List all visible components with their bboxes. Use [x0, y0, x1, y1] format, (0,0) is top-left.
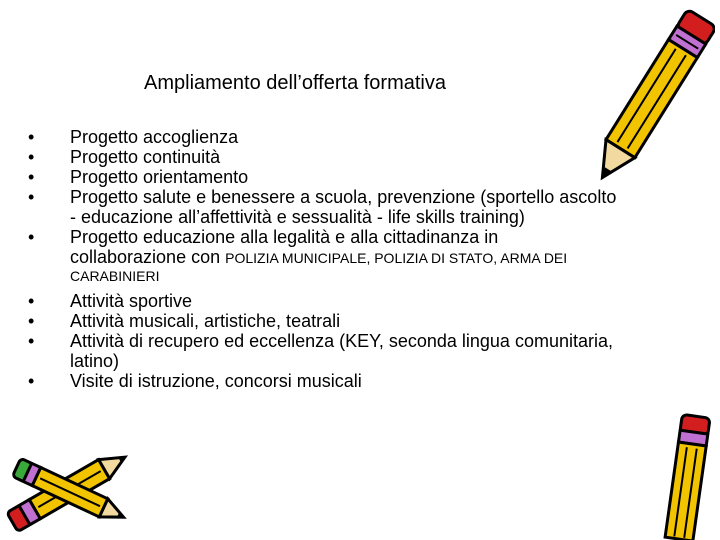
bullet-list	[28, 127, 688, 391]
list-item-text: Progetto accoglienza	[70, 127, 239, 147]
list-item-text: Progetto orientamento	[70, 167, 249, 187]
list-item-text-continued: latino)	[70, 351, 120, 371]
bullet-icon: •	[28, 147, 35, 167]
list-item	[28, 167, 688, 187]
list-item-text-main: collaborazione con	[70, 247, 226, 267]
bullet-icon: •	[28, 227, 35, 247]
list-item-text: Progetto educazione alla legalità e alla cittadinanza in	[70, 227, 499, 247]
list-item-text: Attività sportive	[70, 291, 193, 311]
bullet-icon: •	[28, 371, 35, 391]
list-item	[28, 291, 688, 311]
bullet-icon: •	[28, 127, 35, 147]
slide-title: Ampliamento dell’offerta formativa	[144, 72, 446, 94]
bullet-icon: •	[28, 291, 35, 311]
crossed-pencils-icon	[0, 430, 140, 540]
bullet-icon: •	[28, 167, 35, 187]
list-item-text: Progetto salute e benessere a scuola, prevenzione (sportello ascolto	[70, 187, 617, 207]
list-item	[28, 227, 688, 284]
list-item-text-continued: - educazione all’affettività e sessualità - life skills training)	[70, 207, 525, 227]
list-item-text: Visite di istruzione, concorsi musicali	[70, 371, 362, 391]
list-item	[28, 187, 688, 227]
bullet-icon: •	[28, 331, 35, 351]
list-item-text-continued	[70, 247, 688, 268]
list-item-text: Attività di recupero ed eccellenza (KEY, seconda lingua comunitaria,	[70, 331, 613, 351]
list-item	[28, 127, 688, 147]
bullet-icon: •	[28, 311, 35, 331]
list-item-text: Attività musicali, artistiche, teatrali	[70, 311, 341, 331]
pencil-icon	[660, 410, 720, 540]
list-item-text: Progetto continuità	[70, 147, 221, 167]
pencil-icon	[590, 0, 715, 200]
bullet-icon: •	[28, 187, 35, 207]
list-item	[28, 311, 688, 331]
list-item	[28, 147, 688, 167]
list-item	[28, 371, 688, 391]
list-item	[28, 331, 688, 371]
list-item-text-small: POLIZIA MUNICIPALE, POLIZIA DI STATO, ARMA DEI	[225, 250, 568, 266]
list-item-text-small-continued: CARABINIERI	[70, 268, 160, 284]
